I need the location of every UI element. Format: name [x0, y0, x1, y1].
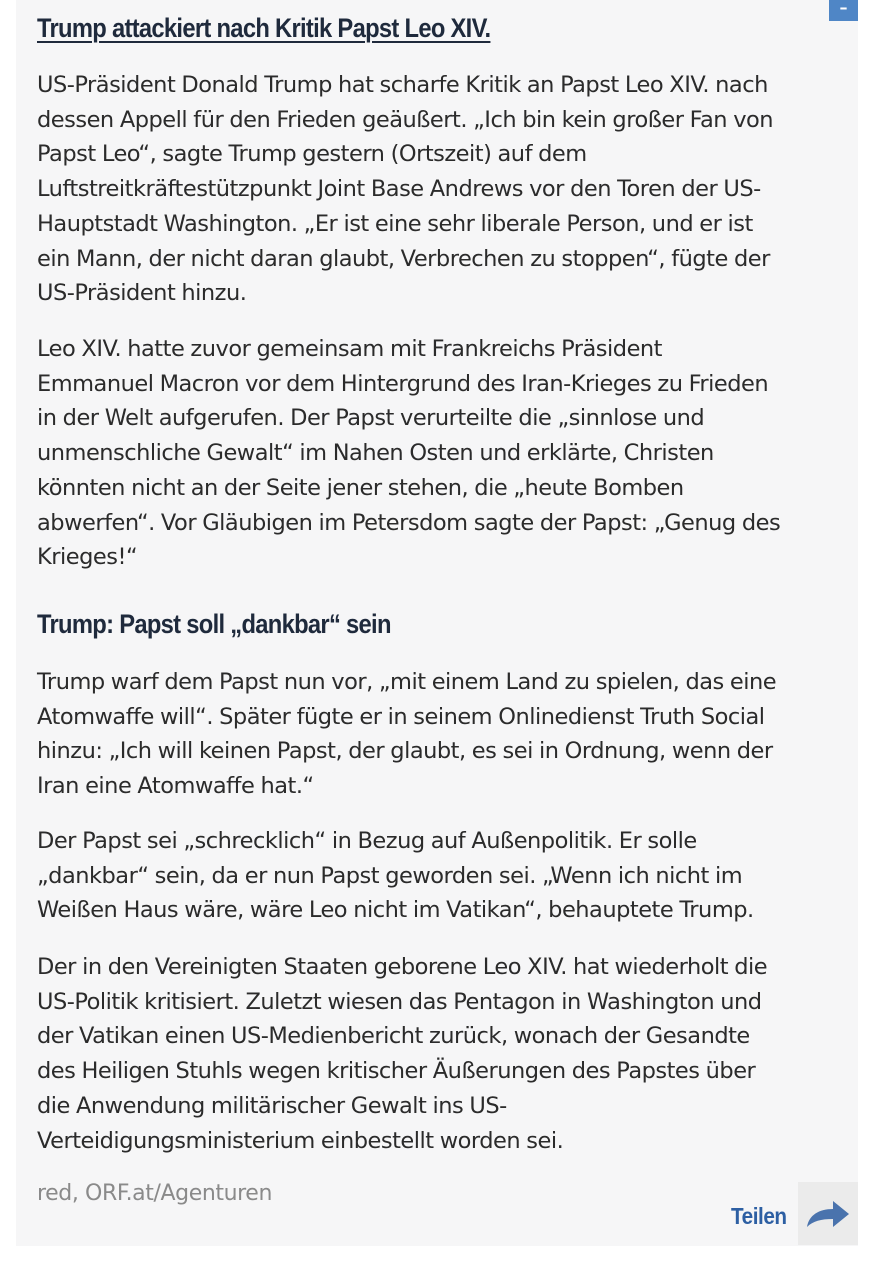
paragraph-line: Papst Leo“, sagte Trump gestern (Ortszeit) auf dem	[37, 141, 587, 168]
article-paragraph-1	[37, 68, 849, 311]
paragraph-line: unmenschliche Gewalt“ im Nahen Osten und erklärte, Christen	[37, 440, 714, 467]
paragraph-line: Emmanuel Macron vor dem Hintergrund des Iran-Krieges zu Frieden	[37, 370, 769, 397]
paragraph-line: Luftstreitkräftestützpunkt Joint Base Andrews vor den Toren der US-	[37, 176, 761, 203]
share-arrow-icon-graphic	[805, 1197, 851, 1231]
article-headline[interactable]: Trump attackiert nach Kritik Papst Leo XIV.	[37, 13, 491, 43]
paragraph-line: Trump warf dem Papst nun vor, „mit einem Land zu spielen, das eine	[37, 669, 777, 695]
paragraph-line: Der in den Vereinigten Staaten geborene Leo XIV. hat wiederholt die	[37, 954, 768, 980]
paragraph-line: in der Welt aufgerufen. Der Papst verurteilte die „sinnlose und	[37, 405, 705, 432]
paragraph-line: „dankbar“ sein, da er nun Papst geworden sei. „Wenn ich nicht im	[37, 862, 743, 889]
article-paragraph-2	[37, 332, 849, 575]
paragraph-line: Hauptstadt Washington. „Er ist eine sehr liberale Person, und er ist	[37, 210, 753, 237]
paragraph-line: abwerfen“. Vor Gläubigen im Petersdom sagte der Papst: „Genug des	[37, 509, 781, 536]
paragraph-line: Atomwaffe will“. Später fügte er in seinem Onlinedienst Truth Social	[37, 703, 765, 730]
paragraph-line: hinzu: „Ich will keinen Papst, der glaubt, es sei in Ordnung, wenn der	[37, 738, 773, 765]
paragraph-line: US-Präsident hinzu.	[37, 280, 247, 307]
paragraph-line: US-Präsident Donald Trump hat scharfe Kritik an Papst Leo XIV. nach	[37, 72, 768, 98]
paragraph-line: der Vatikan einen US-Medienbericht zurück, wonach der Gesandte	[37, 1023, 750, 1050]
paragraph-line: Leo XIV. hatte zuvor gemeinsam mit Frankreichs Präsident	[37, 336, 662, 362]
paragraph-line: ein Mann, der nicht daran glaubt, Verbrechen zu stoppen“, fügte der	[37, 245, 770, 272]
article-subheadline: Trump: Papst soll „dankbar“ sein	[37, 609, 391, 639]
share-arrow-icon[interactable]	[798, 1182, 858, 1245]
paragraph-line: des Heiligen Stuhls wegen kritischer Äußerungen des Papstes über	[37, 1058, 756, 1085]
paragraph-line: Iran eine Atomwaffe hat.“	[37, 773, 314, 800]
paragraph-line: Der Papst sei „schrecklich“ in Bezug auf Außenpolitik. Er solle	[37, 828, 697, 854]
share-label[interactable]: Teilen	[731, 1202, 787, 1229]
paragraph-line: könnten nicht an der Seite jener stehen, die „heute Bomben	[37, 474, 684, 501]
article-paragraph-3	[37, 665, 849, 804]
paragraph-line: Weißen Haus wäre, wäre Leo nicht im Vatikan“, behauptete Trump.	[37, 897, 754, 924]
paragraph-line: US-Politik kritisiert. Zuletzt wiesen das Pentagon in Washington und	[37, 988, 762, 1015]
paragraph-line: dessen Appell für den Frieden geäußert. „Ich bin kein großer Fan von	[37, 106, 774, 133]
paragraph-line: die Anwendung militärischer Gewalt ins US-	[37, 1092, 507, 1119]
share-button[interactable]	[731, 1193, 795, 1239]
article-paragraph-4	[37, 824, 849, 928]
article-paragraph-5	[37, 950, 849, 1158]
article-source: red, ORF.at/Agenturen	[37, 1181, 272, 1206]
paragraph-line: Krieges!“	[37, 544, 138, 571]
article-card	[16, 0, 858, 1246]
paragraph-line: Verteidigungsministerium einbestellt worden sei.	[37, 1127, 564, 1154]
collapse-button[interactable]: –	[829, 0, 858, 21]
